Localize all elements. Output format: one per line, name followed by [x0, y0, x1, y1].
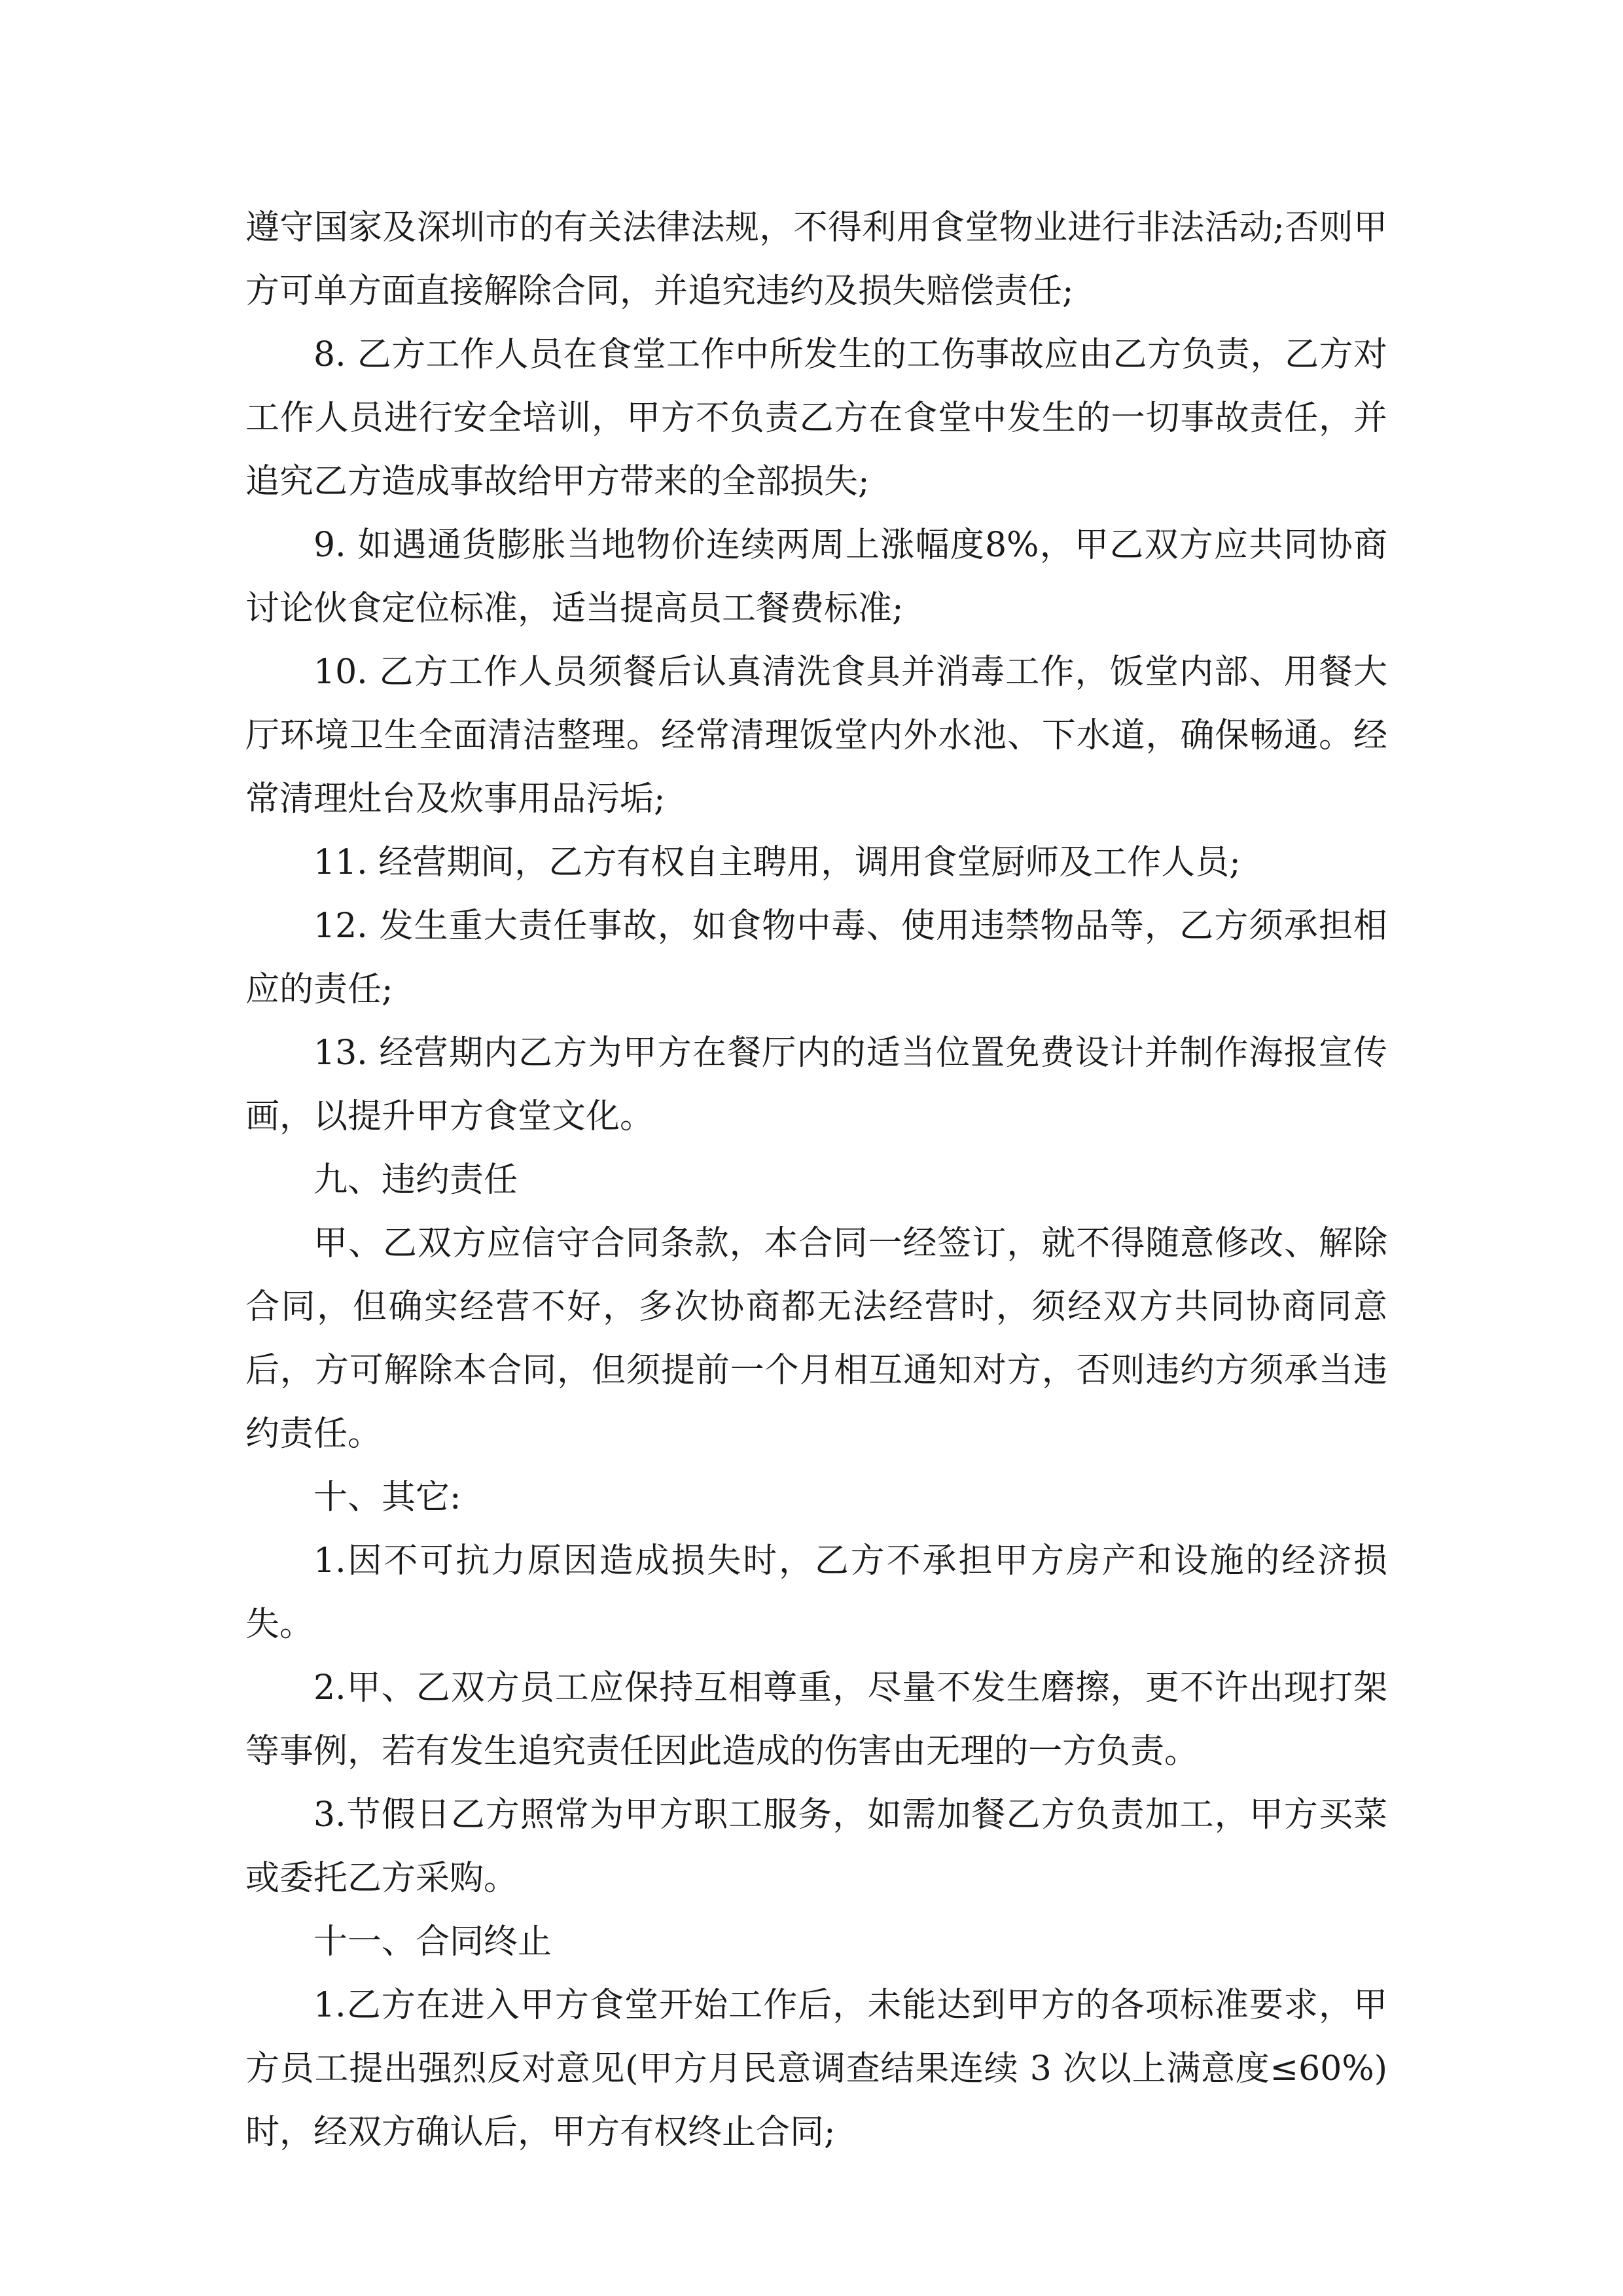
termination-item-1: 1.乙方在进入甲方食堂开始工作后，未能达到甲方的各项标准要求，甲方员工提出强烈反对意见(甲方月民意调查结果连续 3 次以上满意度≤60%)时，经双方确认后，甲方有权终止合同;: [245, 1986, 1387, 2152]
other-item-3: 3.节假日乙方照常为甲方职工服务，如需加餐乙方负责加工，甲方买菜或委托乙方采购。: [245, 1795, 1387, 1898]
clause-10: 10. 乙方工作人员须餐后认真清洗食具并消毒工作，饭堂内部、用餐大厅环境卫生全面清洁整理。经常清理饭堂内外水池、下水道，确保畅通。经常清理灶台及炊事用品污垢;: [245, 653, 1387, 819]
other-item-2: 2.甲、乙双方员工应保持互相尊重，尽量不发生磨擦，更不许出现打架等事例，若有发生追究责任因此造成的伤害由无理的一方负责。: [245, 1668, 1387, 1771]
clause-8: 8. 乙方工作人员在食堂工作中所发生的工伤事故应由乙方负责，乙方对工作人员进行安全培训，甲方不负责乙方在食堂中发生的一切事故责任，并追究乙方造成事故给甲方带来的全部损失;: [245, 335, 1387, 501]
section-heading-termination: 十一、合同终止: [313, 1922, 552, 1962]
document-page: [245, 196, 1387, 2164]
clause-13: 13. 经营期内乙方为甲方在餐厅内的适当位置免费设计并制作海报宣传画，以提升甲方食堂文化。: [245, 1033, 1387, 1136]
clause-12: 12. 发生重大责任事故，如食物中毒、使用违禁物品等，乙方须承担相应的责任;: [245, 906, 1387, 1009]
breach-paragraph: 甲、乙双方应信守合同条款，本合同一经签订，就不得随意修改、解除合同，但确实经营不好，多次协商都无法经营时，须经双方共同协商同意后，方可解除本合同，但须提前一个月相互通知对方，否则违约方须承当违约责任。: [245, 1224, 1387, 1454]
clause-9: 9. 如遇通货膨胀当地物价连续两周上涨幅度8%，甲乙双方应共同协商讨论伙食定位标准，适当提高员工餐费标准;: [245, 526, 1387, 628]
other-item-1: 1.因不可抗力原因造成损失时，乙方不承担甲方房产和设施的经济损失。: [245, 1541, 1387, 1644]
section-heading-breach: 九、违约责任: [313, 1160, 518, 1200]
clause-11: 11. 经营期间，乙方有权自主聘用，调用食堂厨师及工作人员;: [313, 843, 1241, 882]
paragraph-continued: 遵守国家及深圳市的有关法律法规，不得利用食堂物业进行非法活动;否则甲方可单方面直接解除合同，并追究违约及损失赔偿责任;: [245, 208, 1387, 311]
section-heading-other: 十、其它:: [313, 1478, 461, 1517]
